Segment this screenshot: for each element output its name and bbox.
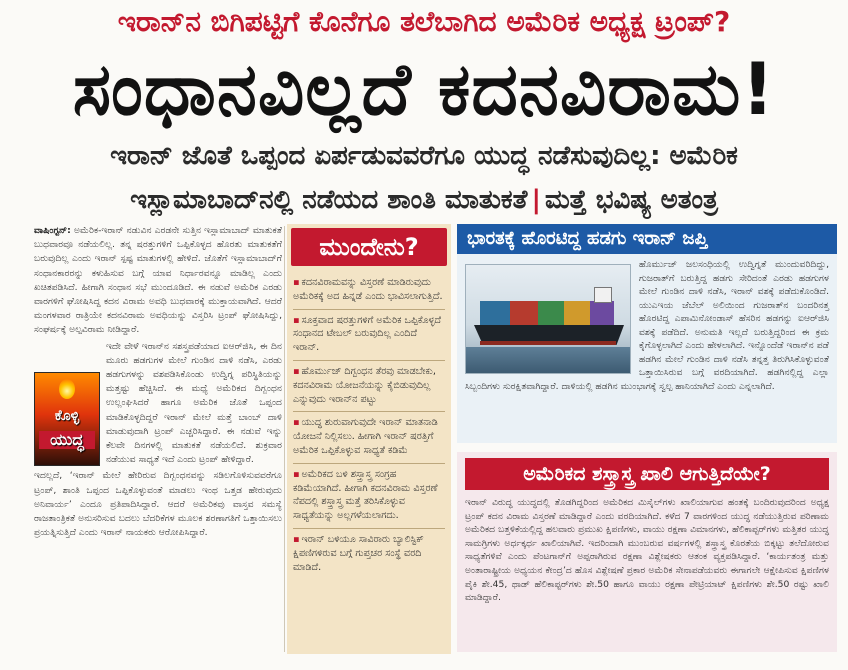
story-paragraph-2: ಇದೇ ವೇಳೆ ಇರಾನ್‌ನ ಸಶಸ್ತ್ರಪಡೆಯಾದ ಐಆರ್‌ಜಿಸಿ, ಈ ದಿನ ಮೂರು ಹಡಗುಗಳ ಮೇಲೆ ಗುಂಡಿನ ದಾಳಿ ನಡೆಸಿ, ಎರಡು ಹಡಗುಗಳನ್ನು ವಶಪಡಿಸಿಕೊಂಡು ಉದ್ವಿಗ್ನ ಪರಿಸ್ಥಿತಿಯನ್ನು ಮತ್ತಷ್ಟು ಹೆಚ್ಚಿಸಿದೆ. ಈ ಮಧ್ಯೆ ಅಮೆರಿಕದ ದಿಗ್ಬಂಧನ ಉಲ್ಲಂಘಿಸಿದರೆ ಹಾಗೂ ಅಮೆರಿಕ ಜೊತೆ ಒಪ್ಪಂದ ಮಾಡಿಕೊಳ್ಳದಿದ್ದರೆ ಇರಾನ್ ಮೇಲೆ ಮತ್ತೆ ಬಾಂಬ್ ದಾಳಿ ಮಾಡುವುದಾಗಿ ಟ್ರಂಪ್ ಎಚ್ಚರಿಸಿದ್ದಾರೆ. ಈ ನಡುವೆ ಇನ್ನು ಕೆಲವೇ ದಿನಗಳಲ್ಲಿ ಮಾತುಕತೆ ನಡೆಯಲಿದೆ. ಶುಕ್ರವಾರ ನಡೆಯುವ ಸಾಧ್ಯತೆ ಇದೆ ಎಂದು ಟ್ರಂಪ್ ಹೇಳಿದ್ದಾರೆ.	[106, 340, 282, 466]
whats-next-item-text: ಯುದ್ಧ ಶುರುವಾಗುವುದೇ ಇರಾನ್ ಮಾತನಾಡಿ ಯೋಜನೆ ನಿಲ್ಲಿಸಲು. ಹೀಗಾಗಿ ಇರಾನ್ ಷರತ್ತಿಗೆ ಅಮೆರಿಕ ಒಪ್ಪಿಕೊಳ್ಳುವ ಸಾಧ್ಯತೆ ಕಡಿಮೆ	[293, 417, 438, 456]
bullet-arrow-icon: ▪	[293, 533, 300, 545]
whats-next-item	[293, 272, 445, 310]
whats-next-item	[293, 412, 445, 463]
whats-next-item-text: ಕದನವಿರಾಮವನ್ನು ವಿಸ್ತರಣೆ ಮಾಡಿರುವುದು ಅಮೆರಿಕಕ್ಕೆ ಅದ ಹಿನ್ನಡೆ ಎಂದು ಭಾವಿಸಲಾಗುತ್ತಿದೆ.	[293, 277, 443, 302]
us-weapons-text: ಇರಾನ್ ವಿರುದ್ಧ ಯುದ್ಧದಲ್ಲಿ ತೊಡಗಿದ್ದರಿಂದ ಅಮೆರಿಕದ ಮಿಸೈಲ್‌ಗಳು ಖಾಲಿಯಾಗುವ ಹಂತಕ್ಕೆ ಬಂದಿರುವುದರಿಂದ ಅಧ್ಯಕ್ಷ ಟ್ರಂಪ್ ಕದನ ವಿರಾಮ ವಿಸ್ತರಣೆ ಮಾಡಿದ್ದಾರೆ ಎಂದು ವರದಿಯಾಗಿದೆ. ಕಳೆದ 7 ವಾರಗಳಿಂದ ಯುದ್ಧ ನಡೆಯುತ್ತಿರುವ ಪರಿಣಾಮ ಅಮೆರಿಕದ ಬತ್ತಳಿಕೆಯಲ್ಲಿದ್ದ ಹಲವಾರು ಪ್ರಮುಖ ಕ್ಷಿಪಣಿಗಳು, ವಾಯು ರಕ್ಷಣಾ ವಿಮಾನಗಳು, ಹೆಲಿಕಾಪ್ಟರ್‌ಗಳು ಮತ್ತಿತರ ಯುದ್ಧ ಸಾಮಗ್ರಿಗಳು ಅರ್ಧಕ್ಕರ್ಧ ಖಾಲಿಯಾಗಿವೆ. ಇದರಿಂದಾಗಿ ಮುಂಬರುವ ವರ್ಷಗಳಲ್ಲಿ ಶಸ್ತ್ರಾಸ್ತ್ರ ಕೊರತೆಯ ಬಿಕ್ಕಟ್ಟು ತಲೆದೋರುವ ಸಾಧ್ಯತೆಗಳಿವೆ ಎಂದು ಪೆಂಟಗಾನ್‌ಗೆ ಅಪ್ಪರಾಗಿರುವ ರಕ್ಷಣಾ ವಿಶ್ಲೇಷಕರು ಆತಂಕ ವ್ಯಕ್ತಪಡಿಸಿದ್ದಾರೆ. ‘ಕಾರ್ಯತಂತ್ರ ಮತ್ತು ಅಂತಾರಾಷ್ಟ್ರೀಯ ಅಧ್ಯಯನ ಕೇಂದ್ರ’ದ ಹೊಸ ವಿಶ್ಲೇಷಣೆ ಪ್ರಕಾರ ಅಮೆರಿಕ ಸೇನಾಪಡೆಯವರು ಈಗಾಗಲೇ ಆಕ್ಷೇಪಿಸುವ ಕ್ಷಿಪಣಿಗಳ ಪೈಕಿ ಶೇ.45, ಥಾಡ್ ಹೆಲಿಕಾಪ್ಟರ್‌ಗಳು ಶೇ.50 ಹಾಗೂ ವಾಯು ರಕ್ಷಣಾ ಪೇಟ್ರಿಯಾಟ್ ಕ್ಷಿಪಣಿಗಳು ಶೇ.50 ರಷ್ಟು ಖಾಲಿ ಮಾಡಿದ್ದಾರೆ.	[465, 497, 829, 604]
whats-next-title: ಮುಂದೇನು?	[291, 228, 447, 266]
subheadline-2-part2: ಮತ್ತೆ ಭವಿಷ್ಯ ಅತಂತ್ರ	[544, 185, 718, 215]
whats-next-box	[287, 224, 451, 654]
whats-next-item-text: ಸೂಕ್ತವಾದ ಷರತ್ತುಗಳಿಗೆ ಅಮೆರಿಕ ಒಪ್ಪಿಕೊಳ್ಳದೆ ಸಂಧಾನದ ಟೇಬಲ್ ಬರುವುದಿಲ್ಲ ಎಂದಿದೆ ಇರಾನ್.	[293, 314, 442, 354]
main-headline: ಸಂಧಾನವಿಲ್ಲದೆ ಕದನವಿರಾಮ!	[72, 47, 776, 131]
whats-next-list	[287, 272, 451, 579]
whats-next-item	[293, 464, 445, 529]
ship-seized-body	[457, 254, 837, 393]
subheadline-1: ಇರಾನ್ ಜೊತೆ ಒಪ್ಪಂದ ಏರ್ಪಡುವವರೆಗೂ ಯುದ್ಧ ನಡೆಸುವುದಿಲ್ಲ: ಅಮೆರಿಕ	[110, 141, 738, 171]
whats-next-item	[293, 310, 445, 361]
main-story-column	[34, 224, 282, 654]
us-weapons-title: ಅಮೆರಿಕದ ಶಸ್ತ್ರಾಸ್ತ್ರ ಖಾಲಿ ಆಗುತ್ತಿದೆಯೇ?	[465, 458, 829, 490]
whats-next-item-text: ಅಮೆರಿಕದ ಬಳಿ ಶಸ್ತ್ರಾಸ್ತ್ರ ಸಂಗ್ರಹ ಕಡಿಮೆಯಾಗಿದೆ. ಹೀಗಾಗಿ ಕದನವಿರಾಮ ವಿಸ್ತರಣೆ ನೆಪದಲ್ಲಿ ಶಸ್ತ್ರಾಸ್ತ್ರ ಮತ್ತೆ ತರಿಸಿಕೊಳ್ಳುವ ಸಾಧ್ಯತೆಯನ್ನು ಅಲ್ಲಗಳೆಯಲಾಗದು.	[293, 468, 438, 522]
kicker-headline: ಇರಾನ್‌ನ ಬಿಗಿಪಟ್ಟಿಗೆ ಕೊನೆಗೂ ತಲೆಬಾಗಿದ ಅಮೆರಿಕ ಅಧ್ಯಕ್ಷ ಟ್ರಂಪ್?	[117, 5, 731, 38]
kolli-logo-line2: ಯುದ್ಧ	[39, 431, 95, 449]
whats-next-item	[293, 361, 445, 412]
subheadline-separator: |	[531, 185, 541, 215]
bullet-arrow-icon: ▪	[293, 277, 300, 288]
whats-next-item-text: ಇರಾನ್ ಬಳಿಯೂ ಸಾವಿರಾರು ಬ್ಯಾಲಿಸ್ಟಿಕ್ ಕ್ಷಿಪಣಿಗಳಿರುವ ಬಗ್ಗೆ ಗುಪ್ತಚರ ಸಂಸ್ಥೆ ವರದಿ ಮಾಡಿದೆ.	[293, 533, 424, 573]
ship-seized-box	[457, 224, 837, 443]
fire-icon	[59, 379, 75, 399]
column-divider	[284, 226, 285, 652]
kolli-logo-line1: ಕೊಳ್ಳಿ	[54, 407, 80, 424]
story-paragraph-1-text: ಅಮೆರಿಕ-ಇರಾನ್ ನಡುವಿನ ಎರಡನೇ ಸುತ್ತಿನ ಇಸ್ಲಾಮಾಬಾದ್ ಮಾತುಕತೆ ಬುಧವಾರವೂ ನಡೆಯಲಿಲ್ಲ. ತನ್ನ ಷರತ್ತುಗಳಿಗೆ ಒಪ್ಪಿಕೊಳ್ಳದ ಹೊರತು ಮಾತುಕತೆಗೆ ಬರುವುದಿಲ್ಲ ಎಂದು ಇರಾನ್ ಸ್ಪಷ್ಟ ಮಾತುಗಳಲ್ಲಿ ಹೇಳಿದೆ. ಜೊತೆಗೆ ಇಸ್ಲಾಮಾಬಾದ್‌ಗೆ ಸಂಧಾನಕಾರರನ್ನು ಕಳುಹಿಸುವ ಬಗ್ಗೆ ಯಾವ ನಿರ್ಧಾರವನ್ನೂ ಮಾಡಿಲ್ಲ ಎಂದು ಖಚಿತಪಡಿಸಿದೆ. ಹೀಗಾಗಿ ಸಂಧಾನ ಸಭೆ ಮುಂದೂಡಿದೆ. ಈ ನಡುವೆ ಅಮೆರಿಕ ಎರಡು ವಾರಗಳಿಗೆ ಘೋಷಿಸಿದ್ದ ಕದನ ವಿರಾಮ ಅವಧಿ ಬುಧವಾರಕ್ಕೆ ಮುಕ್ತಾಯವಾಗಿದೆ. ಆದರೆ ಮಂಗಳವಾರ ರಾತ್ರಿಯೇ ಕದನವಿರಾಮ ಅವಧಿಯನ್ನು ವಿಸ್ತರಿಸಿ ಟ್ರಂಪ್ ಘೋಷಿಸಿದ್ದು, ಸಂಘರ್ಷಕ್ಕೆ ಅಲ್ಪವಿರಾಮ ನೀಡಿದ್ದಾರೆ.	[34, 225, 282, 336]
story-paragraph-1	[34, 224, 282, 338]
subheadline-2-part1: ಇಸ್ಲಾಮಾಬಾದ್‌ನಲ್ಲಿ ನಡೆಯದ ಶಾಂತಿ ಮಾತುಕತೆ	[130, 185, 528, 215]
bullet-arrow-icon: ▪	[293, 417, 300, 429]
us-weapons-box	[457, 452, 837, 652]
bullet-arrow-icon: ▪	[293, 468, 300, 480]
ship-seized-title: ಭಾರತಕ್ಕೆ ಹೊರಟಿದ್ದ ಹಡಗು ಇರಾನ್ ಜಪ್ತಿ	[457, 224, 837, 254]
bullet-arrow-icon: ▪	[293, 314, 300, 326]
ship-seized-text: ಹೊರ್ಮುಜ್ ಜಲಸಂಧಿಯಲ್ಲಿ ಉದ್ವಿಗ್ನತೆ ಮುಂದುವರಿದಿದ್ದು, ಗುಜರಾತ್‌ಗೆ ಬರುತ್ತಿದ್ದ ಹಡಗು ಸೇರಿದಂತೆ ಎರಡು ಹಡಗುಗಳ ಮೇಲೆ ಗುಂಡಿನ ದಾಳಿ ನಡೆಸಿ, ಇರಾನ್ ವಶಕ್ಕೆ ಪಡೆದುಕೊಂಡಿದೆ. ಯುಎಇಯ ಜೆಬೆಲ್ ಅಲಿಯಿಂದ ಗುಜರಾತ್‌ನ ಬಂದರಿನತ್ತ ಹೊರಟಿದ್ದ ಎಪಾಮಿನೋಂಡಾಸ್ ಹೆಸರಿನ ಹಡಗನ್ನು ಐಆರ್‌ಜಿಸಿ ವಶಕ್ಕೆ ಪಡೆದಿದೆ. ಅನುಮತಿ ಇಲ್ಲದೆ ಬರುತ್ತಿದ್ದರಿಂದ ಈ ಕ್ರಮ ಕೈಗೊಳ್ಳಲಾಗಿದೆ ಎಂದು ಹೇಳಲಾಗಿದೆ. ಇನ್ನೊಂದೆಡೆ ಇರಾನ್‌ನ ಪಡೆ ಹಡಗಿನ ಮೇಲೆ ಗುಂಡಿನ ದಾಳಿ ನಡೆಸಿ ತನ್ನತ್ತ ತಿರುಗಿಸಿಕೊಳ್ಳುವಂತೆ ಒತ್ತಾಯಿಸಿರುವ ಬಗ್ಗೆ ವರದಿಯಾಗಿದೆ. ಹಡಗಿನಲ್ಲಿದ್ದ ಎಲ್ಲಾ ಸಿಬ್ಬಂದಿಗಳು ಸುರಕ್ಷಿತವಾಗಿದ್ದಾರೆ. ದಾಳಿಯಲ್ಲಿ ಹಡಗಿನ ಮುಂಭಾಗಕ್ಕೆ ಸ್ವಲ್ಪ ಹಾನಿಯಾಗಿದೆ ಎಂದು ಎನ್ನಲಾಗಿದೆ.	[465, 259, 829, 392]
whats-next-item	[293, 529, 445, 579]
bullet-arrow-icon: ▪	[293, 365, 300, 377]
kolli-yuddha-logo	[34, 372, 100, 466]
dateline: ವಾಷಿಂಗ್ಟನ್:	[34, 225, 71, 236]
whats-next-item-text: ಹೊರ್ಮುಜ್ ದಿಗ್ಬಂಧನ ತೆರವು ಮಾಡಬೇಕು, ಕದನವಿರಾಮ ಯೋಜನೆಯನ್ನು ಕೈಬಿಡುವುದಿಲ್ಲ ಎನ್ನುವುದು ಇರಾನ್‌ನ ಪಟ್ಟು	[293, 365, 436, 405]
cargo-ship-image	[465, 264, 631, 374]
subheadline-2	[0, 180, 848, 220]
story-paragraph-3: ಇದಲ್ಲದೆ, ‘ಇರಾನ್ ಮೇಲೆ ಹೇರಿರುವ ದಿಗ್ಬಂಧನವನ್ನು ಸಡಿಲಗೊಳಿಸುವವರೆಗೂ ಟ್ರಂಪ್, ಶಾಂತಿ ಒಪ್ಪಂದ ಒಪ್ಪಿಕೊಳ್ಳುವಂತೆ ಮಾಡಲು ಇಂಥ ಒತ್ತಡ ಹೇರುವುದು ಅನಿವಾರ್ಯ’ ಎಂದೂ ಪ್ರತಿಪಾದಿಸಿದ್ದಾರೆ. ಆದರೆ ಅಮೆರಿಕವು ವಾಸ್ತವ ಸಮಸ್ಯೆ ರಾಜತಾಂತ್ರಿಕತೆ ಅನುಸರಿಸುವ ಬದಲು ಬೆದರಿಕೆಗಳ ಮೂಲಕ ಶರಣಾಗತಿಗೆ ಒತ್ತಾಯಿಸಲು ಪ್ರಯತ್ನಿಸುತ್ತಿದೆ ಎಂದು ಇರಾನ್ ನಾಯಕರು ಆರೋಪಿಸಿದ್ದಾರೆ.	[34, 470, 282, 539]
